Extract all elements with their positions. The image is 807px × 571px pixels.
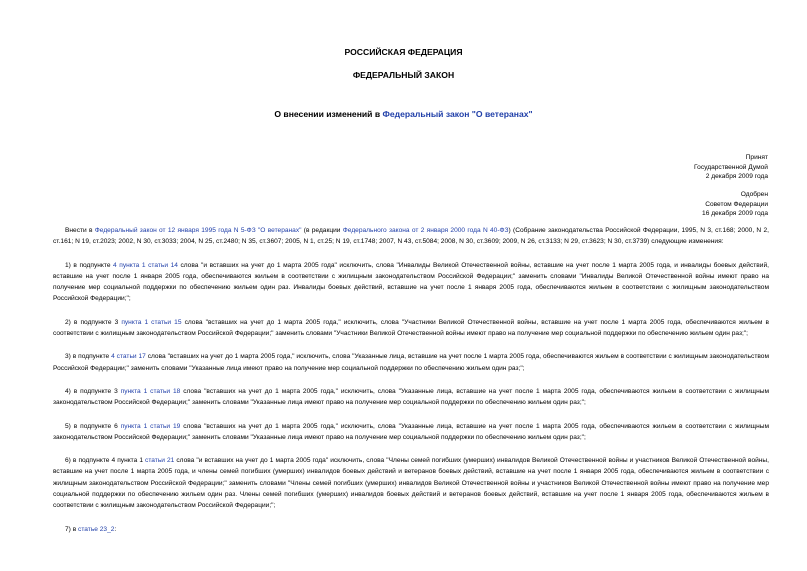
item-4-text-1: 4) в подпункте 3 — [65, 387, 121, 395]
law-title-link[interactable]: Федеральный закон "О ветеранах" — [382, 109, 533, 119]
item-7-text-1: 7) в — [65, 525, 79, 533]
document-body — [53, 225, 769, 547]
item-6-link[interactable]: статьи 21 — [145, 457, 175, 465]
item-6-text-1: 6) в подпункте 4 пункта 1 — [65, 457, 146, 465]
item-1-link[interactable]: 4 пункта 1 статьи 14 — [113, 261, 178, 269]
item-2-text-2: слова "вставших на учет до 1 марта 2005 года," исключить, слова "Участники Великой Отечественной войны, вставшие на учет после 1 марта 2005 года, обеспечиваются жильем в соответствии с жилищным законодательством Российской Федерации;" заменить словами "Участники Великой Отечественной войны имеют право на получение мер социальной поддержки по обеспечению жильем один раз;"; — [53, 318, 769, 338]
adoption-block — [694, 153, 768, 182]
approved-date: 16 декабря 2009 года — [702, 210, 768, 218]
item-5-text-1: 5) в подпункте 6 — [65, 422, 121, 430]
intro-text-3: ) (Собрание законодательства Российской Федерации, 1995, N 3, ст.168; 2000, N 2, ст.161; N 19, ст.2023; 2002, N 30, ст.3033; 2004, N 25, ст.2480; N 35, ст.3607; 2005, N 1, ст.25; N 19, ст.1748; 2007, N 43, ст.5084; 2008, N 30, ст.3609; 2009, N 26, ст.3133; N 29, ст.3623; N 30, ст.3739) следующие изменения: — [53, 227, 769, 246]
intro-text-1: Внести в — [65, 227, 95, 234]
adopted-date: 2 декабря 2009 года — [705, 173, 768, 181]
item-5-paragraph — [53, 421, 769, 444]
item-5-text-2: слова "вставших на учет до 1 марта 2005 года," исключить, слова "Указанные лица, вставшие на учет после 1 марта 2005 года, обеспечиваются жильем в соответствии с жилищным законодательством Российской Федерации;" заменить словами "Указанные лица имеют право на получение мер социальной поддержки по обеспечению жильем один раз;"; — [53, 422, 769, 441]
item-1-text-1: 1) в подпункте — [65, 261, 114, 269]
item-2-link[interactable]: пункта 1 статьи 15 — [121, 318, 182, 326]
item-5-link[interactable]: пункта 1 статьи 19 — [120, 422, 181, 430]
item-3-paragraph — [53, 351, 769, 374]
item-4-text-2: слова "вставших на учет до 1 марта 2005 года," исключить, слова "Указанные лица, вставшие на учет после 1 марта 2005 года, обеспечиваются жильем в соответствии с жилищным законодательством Российской Федерации;" заменить словами "Указанные лица имеют право на получение мер социальной поддержки по обеспечению жильем один раз;"; — [53, 387, 769, 407]
approval-block — [702, 190, 768, 219]
country-heading: РОССИЙСКАЯ ФЕДЕРАЦИЯ — [344, 47, 463, 57]
item-6-text-2: слова "и вставших на учет до 1 марта 2005 года" исключить, слова "Члены семей погибших (умерших) инвалидов Великой Отечественной войны и участников Великой Отечественной войны, вставшие на учет после 1 марта 2005 года, и члены семей погибших (умерших) инвалидов боевых действий и ветеранов боевых действий, вставшие на учет после 1 января 2005 года, обеспечиваются жильем в соответствии с жилищным законодательством Российской Федерации;" заменить словами "Члены семей погибших (умерших) инвалидов Великой Отечественной войны и участников Великой Отечественной войны имеют право на получение мер социальной поддержки по обеспечению жильем один раз. Члены семей погибших (умерших) инвалидов боевых действий и ветеранов боевых действий, вставшие на учет после 1 января 2005 года, обеспечиваются жильем в соответствии с жилищным законодательством Российской Федерации;"; — [53, 457, 770, 510]
item-1-paragraph — [53, 260, 769, 305]
item-4-paragraph — [53, 386, 769, 409]
law-title — [0, 109, 807, 119]
approved-line1: Одобрен — [740, 191, 768, 198]
item-3-link[interactable]: 4 статьи 17 — [111, 353, 146, 361]
item-3-text-2: слова "вставших на учет до 1 марта 2005 года," исключить, слова "Указанные лица, вставшие на учет после 1 марта 2005 года, обеспечиваются жильем в соответствии с жилищным законодательством Российской Федерации;" заменить словами "Указанные лица имеют право на получение мер социальной поддержки по обеспечению жильем один раз;"; — [53, 353, 769, 372]
item-4-link[interactable]: пункта 1 статьи 18 — [120, 387, 181, 395]
item-6-paragraph — [53, 455, 769, 511]
intro-text-2: (в редакции — [301, 227, 343, 234]
item-7-text-2: : — [114, 525, 117, 533]
intro-paragraph — [53, 225, 769, 248]
approved-line2: Советом Федерации — [705, 200, 768, 208]
document-type-heading: ФЕДЕРАЛЬНЫЙ ЗАКОН — [352, 70, 455, 80]
item-2-text-1: 2) в подпункте 3 — [65, 318, 122, 326]
item-7-paragraph — [53, 524, 769, 535]
item-7-link[interactable]: статье 23_2 — [78, 525, 115, 533]
intro-link-amendment-law[interactable]: Федерального закона от 2 января 2000 года N 40-ФЗ — [342, 227, 509, 234]
item-1-text-2: слова "и вставших на учет до 1 марта 2005 года" исключить, слова "Инвалиды Великой Отечественной войны, вставшие на учет после 1 марта 2005 года, и инвалиды боевых действий, вставшие на учет после 1 января 2005 года, обеспечиваются жильем в соответствии с жилищным законодательством Российской Федерации;" заменить словами "Инвалиды Великой Отечественной войны имеют право на получение мер социальной поддержки по обеспечению жильем один раз. Инвалиды боевых действий, вставшие на учет после 1 января 2005 года, обеспечиваются жильем в соответствии с жилищным законодательством Российской Федерации;"; — [53, 261, 769, 303]
item-2-paragraph — [53, 317, 769, 340]
item-3-text-1: 3) в подпункте — [65, 353, 112, 361]
adopted-line1: Принят — [745, 154, 768, 161]
intro-link-veterans-law[interactable]: Федеральный закон от 12 января 1995 года N 5-ФЗ "О ветеранах" — [94, 227, 302, 234]
law-title-prefix: О внесении изменений в — [274, 109, 383, 119]
adopted-line2: Государственной Думой — [694, 163, 768, 171]
